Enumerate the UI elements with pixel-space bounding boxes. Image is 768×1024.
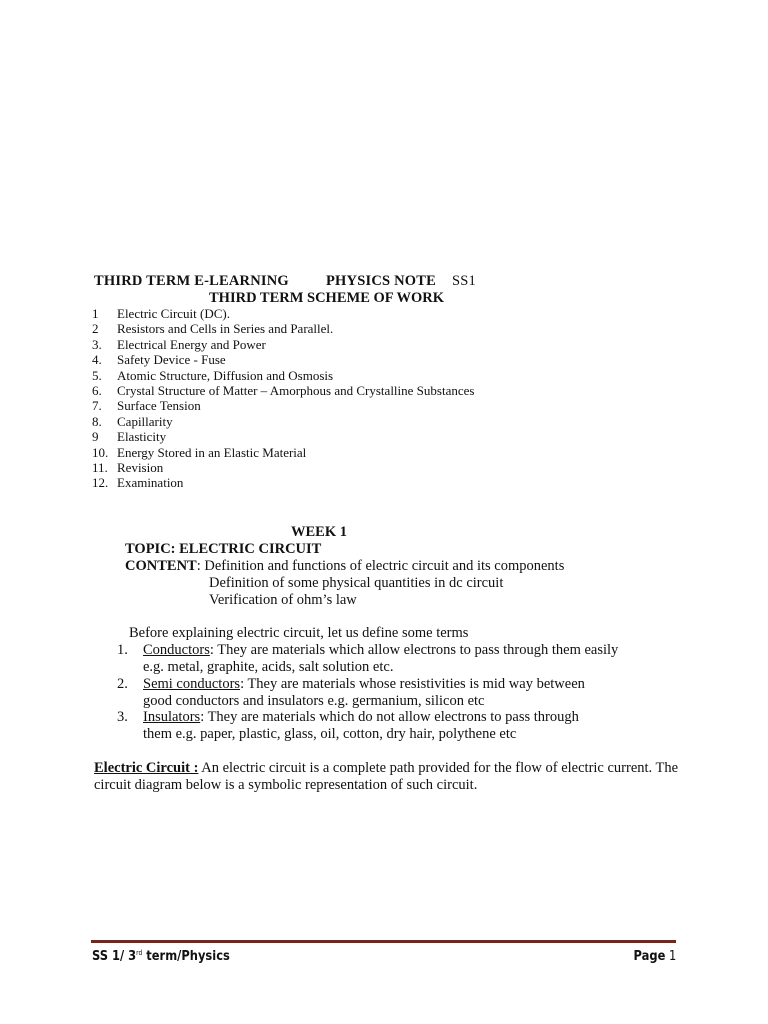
definition-number: 1.: [117, 642, 128, 658]
scheme-item-number: 12.: [92, 475, 109, 491]
definition-term: Conductors: [143, 642, 210, 658]
definition-text: : They are materials which do not allow electrons to pass through: [200, 709, 579, 725]
title-part-class: SS1: [452, 273, 476, 289]
scheme-item-text: Revision: [117, 459, 164, 475]
scheme-item-text: Crystal Structure of Matter – Amorphous and Crystalline Substances: [117, 382, 475, 398]
definition-item: [117, 709, 579, 726]
definition-continuation: e.g. metal, graphite, acids, salt solution etc.: [143, 659, 394, 675]
electric-circuit-text: An electric circuit is a complete path provided for the flow of electric current. The circuit diagram below is a symbolic representation of such circuit.: [94, 760, 679, 793]
footer-rule: [91, 940, 676, 943]
scheme-item-text: Examination: [117, 475, 184, 491]
scheme-subtitle: THIRD TERM SCHEME OF WORK: [209, 290, 444, 306]
scheme-item-number: 2: [92, 321, 99, 337]
definition-number: 3.: [117, 709, 128, 725]
definition-text: : They are materials which allow electrons to pass through them easily: [209, 642, 619, 658]
scheme-item-text: Safety Device - Fuse: [117, 352, 226, 368]
scheme-item-number: 3.: [92, 336, 102, 352]
footer-class: SS 1/ 3: [92, 948, 137, 964]
definition-number: 2.: [117, 676, 128, 692]
definition-term: Insulators: [143, 709, 201, 725]
scheme-item-text: Capillarity: [117, 413, 173, 429]
scheme-item-number: 6.: [92, 382, 102, 398]
intro-text: Before explaining electric circuit, let us define some terms: [129, 625, 469, 641]
page-label: Page: [633, 948, 666, 964]
title-part-physics: PHYSICS NOTE: [326, 273, 436, 289]
content-label: CONTENT: [125, 558, 197, 574]
scheme-item-text: Atomic Structure, Diffusion and Osmosis: [117, 367, 334, 383]
scheme-item-text: Elasticity: [117, 429, 167, 445]
scheme-item-number: 10.: [92, 444, 109, 460]
content-text: : Definition and functions of electric circuit and its components: [196, 558, 565, 574]
scheme-item-text: Surface Tension: [117, 398, 201, 414]
scheme-item-number: 5.: [92, 367, 102, 383]
definition-text: : They are materials whose resistivities is mid way between: [240, 676, 585, 692]
week-heading: WEEK 1: [291, 524, 347, 540]
scheme-item-number: 1: [92, 306, 99, 321]
scheme-item-text: Electrical Energy and Power: [117, 336, 266, 352]
topic-heading: TOPIC: ELECTRIC CIRCUIT: [125, 541, 322, 557]
content-line: Verification of ohm’s law: [209, 592, 357, 608]
scheme-item-number: 4.: [92, 352, 102, 368]
electric-circuit-term: Electric Circuit :: [94, 760, 199, 776]
title-part-elearning: THIRD TERM E-LEARNING: [94, 273, 289, 289]
definition-continuation: them e.g. paper, plastic, glass, oil, cotton, dry hair, polythene etc: [143, 726, 517, 742]
scheme-item-text: Resistors and Cells in Series and Parallel.: [117, 321, 334, 337]
scheme-item-number: 11.: [92, 459, 108, 475]
scheme-item-text: Energy Stored in an Elastic Material: [117, 444, 307, 460]
definition-continuation: good conductors and insulators e.g. germanium, silicon etc: [143, 693, 485, 709]
definition-item: [117, 642, 619, 659]
footer-course-label: [92, 948, 230, 964]
footer-page-number: [633, 948, 676, 964]
content-line: [125, 558, 564, 575]
scheme-item-number: 7.: [92, 398, 102, 414]
footer-ordinal: rd: [136, 949, 143, 957]
definition-term: Semi conductors: [143, 676, 241, 692]
footer-subject: term/Physics: [142, 948, 230, 964]
electric-circuit-paragraph: [94, 760, 694, 794]
scheme-item-text: Electric Circuit (DC).: [117, 306, 230, 321]
definition-item: [117, 676, 585, 693]
scheme-item-number: 9: [92, 429, 99, 445]
scheme-item-number: 8.: [92, 413, 102, 429]
document-title: [94, 273, 476, 290]
page-number: 1: [668, 948, 676, 964]
content-line: Definition of some physical quantities in dc circuit: [209, 575, 504, 591]
